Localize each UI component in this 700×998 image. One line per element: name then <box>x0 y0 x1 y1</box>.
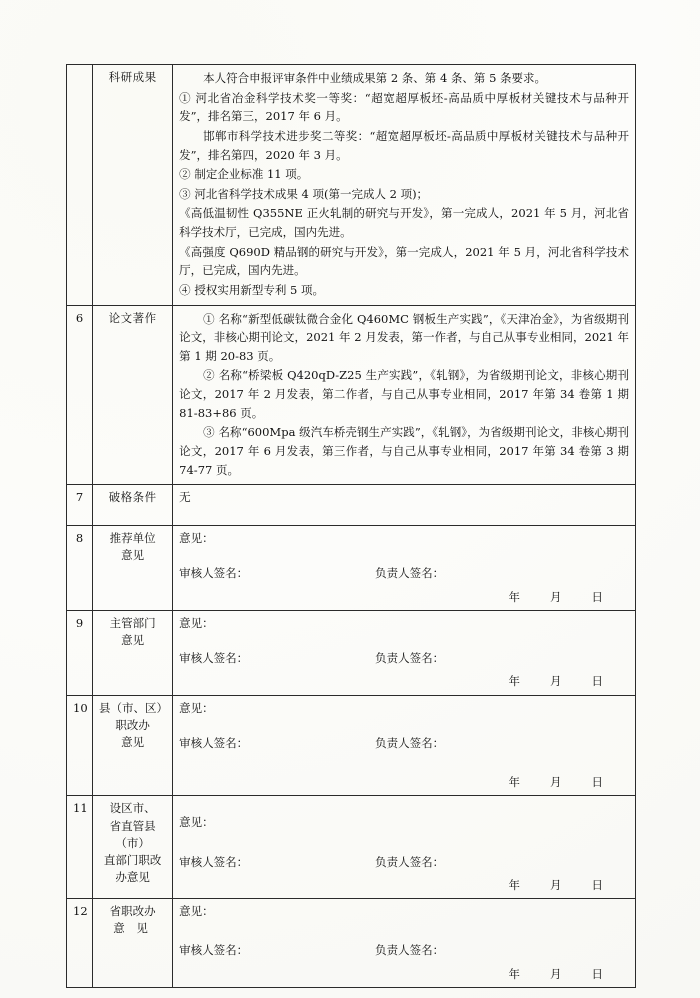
opinion-title: 意见： <box>179 531 214 546</box>
reviewer-signature-label[interactable]: 审核人签名： <box>179 943 249 958</box>
date-row <box>179 774 629 791</box>
date-year-label[interactable]: 年 <box>508 674 520 689</box>
signature-row <box>179 565 629 582</box>
reviewer-signature-label[interactable]: 审核人签名： <box>179 854 249 869</box>
responsible-signature-label[interactable]: 负责人签名： <box>375 651 445 666</box>
signature-row <box>179 650 629 667</box>
row-content-county-office-opinion <box>173 695 636 796</box>
row-number: 8 <box>67 526 93 611</box>
date-year-label[interactable]: 年 <box>508 775 520 790</box>
row-label-recommending-unit-opinion <box>93 526 173 611</box>
label-line: 意 见 <box>113 921 152 936</box>
date-day-label[interactable]: 日 <box>591 966 603 981</box>
paragraph: ① 名称“新型低碳钛微合金化 Q460MC 钢板生产实践”，《天津冶金》，为省级期刊论文，非核心期刊论文，2021 年 2 月发表，第一作者，与自己从事专业相同，2021 年第 1 期 20-83 页。 <box>179 311 629 363</box>
label-line: 省直管县 <box>109 818 156 833</box>
row-content-recommending-unit-opinion <box>173 526 636 611</box>
date-month-label[interactable]: 月 <box>550 877 562 892</box>
paragraph: ② 制定企业标准 11 项。 <box>179 167 309 182</box>
date-day-label[interactable]: 日 <box>591 674 603 689</box>
date-row <box>179 673 629 690</box>
date-month-label[interactable]: 月 <box>550 775 562 790</box>
date-day-label[interactable]: 日 <box>591 775 603 790</box>
reviewer-signature-label[interactable]: 审核人签名： <box>179 735 249 750</box>
label-line: 意见 <box>121 548 145 563</box>
table-row <box>67 526 636 611</box>
row-label-exception-conditions: 破格条件 <box>93 485 173 526</box>
date-day-label[interactable]: 日 <box>591 877 603 892</box>
table-row <box>67 695 636 796</box>
date-month-label[interactable]: 月 <box>550 966 562 981</box>
label-line: 设区市、 <box>109 801 156 816</box>
label-line: 推荐单位 <box>109 531 156 546</box>
paragraph: ④ 授权实用新型专利 5 项。 <box>179 282 324 297</box>
paragraph: 《高低温韧性 Q355NE 正火轧制的研究与开发》，第一完成人，2021 年 5 月，河北省科学技术厅，已完成，国内先进。 <box>179 206 629 239</box>
opinion-title: 意见： <box>179 700 214 715</box>
row-label-city-office-opinion <box>93 796 173 899</box>
responsible-signature-label[interactable]: 负责人签名： <box>375 854 445 869</box>
table-row <box>67 485 636 526</box>
table-row <box>67 65 636 306</box>
label-line: 意见 <box>121 633 145 648</box>
row-content-papers-works <box>173 305 636 485</box>
reviewer-signature-label[interactable]: 审核人签名： <box>179 566 249 581</box>
date-year-label[interactable]: 年 <box>508 877 520 892</box>
label-line: 县（市、区） <box>99 700 169 715</box>
label-line: 职改办 <box>115 717 150 732</box>
date-row <box>179 589 629 606</box>
row-number: 7 <box>67 485 93 526</box>
row-number: 10 <box>67 695 93 796</box>
paragraph: ③ 名称“600Mpa 级汽车桥壳钢生产实践”，《轧钢》，为省级期刊论文，非核心期刊论文，2017 年 6 月发表，第三作者，与自己从事专业相同，2017 年第 34 卷第 3 期 74-77 页。 <box>179 425 629 477</box>
date-month-label[interactable]: 月 <box>550 674 562 689</box>
label-line: （市） <box>115 835 150 850</box>
opinion-title: 意见： <box>179 815 214 830</box>
date-row <box>179 877 629 894</box>
label-line: 办意见 <box>115 870 150 885</box>
date-month-label[interactable]: 月 <box>550 589 562 604</box>
responsible-signature-label[interactable]: 负责人签名： <box>375 566 445 581</box>
row-label-province-office-opinion <box>93 899 173 988</box>
row-content-province-office-opinion <box>173 899 636 988</box>
row-number: 9 <box>67 610 93 695</box>
label-line: 主管部门 <box>109 615 156 630</box>
row-content-research-achievements <box>173 65 636 306</box>
row-number: 12 <box>67 899 93 988</box>
paragraph: ③ 河北省科学技术成果 4 项(第一完成人 2 项)； <box>179 186 429 201</box>
row-label-county-office-opinion <box>93 695 173 796</box>
table-row <box>67 610 636 695</box>
paragraph: ① 河北省冶金科学技术奖一等奖：“超宽超厚板坯-高品质中厚板材关键技术与品种开发”，排名第三，2017 年 6 月。 <box>179 90 629 124</box>
row-content-exception-conditions <box>173 485 636 526</box>
paragraph: 《高强度 Q690D 精品钢的研究与开发》，第一完成人，2021 年 5 月，河北省科学技术厅，已完成，国内先进。 <box>179 244 629 278</box>
row-label-papers-works: 论文著作 <box>93 305 173 485</box>
date-row <box>179 966 629 983</box>
row-content-supervising-department-opinion <box>173 610 636 695</box>
paragraph: ② 名称“桥梁板 Q420qD-Z25 生产实践”，《轧钢》，为省级期刊论文，非核心期刊论文，2017 年 2 月发表，第二作者，与自己从事专业相同，2017 年第 34 卷第 1 期 81-83+86 页。 <box>179 368 629 420</box>
responsible-signature-label[interactable]: 负责人签名： <box>375 735 445 750</box>
opinion-title: 意见： <box>179 904 214 919</box>
date-year-label[interactable]: 年 <box>508 589 520 604</box>
signature-row <box>179 942 629 959</box>
row-label-supervising-department-opinion <box>93 610 173 695</box>
row-content-city-office-opinion <box>173 796 636 899</box>
label-line: 直部门职改 <box>103 853 162 868</box>
paragraph: 本人符合申报评审条件中业绩成果第 2 条、第 4 条、第 5 条要求。 <box>203 71 547 85</box>
paragraph: 邯郸市科学技术进步奖二等奖：“超宽超厚板坯-高品质中厚板材关键技术与品种开发”，排名第四，2020 年 3 月。 <box>179 128 629 162</box>
label-line: 省职改办 <box>109 904 156 919</box>
date-day-label[interactable]: 日 <box>591 589 603 604</box>
row-label-research-achievements: 科研成果 <box>93 65 173 306</box>
application-form-table <box>66 64 636 988</box>
date-year-label[interactable]: 年 <box>508 966 520 981</box>
table-row <box>67 305 636 485</box>
exception-value: 无 <box>179 490 191 505</box>
row-number: 11 <box>67 796 93 899</box>
opinion-title: 意见： <box>179 615 214 630</box>
label-line: 意见 <box>121 735 145 750</box>
signature-row <box>179 854 629 871</box>
signature-row <box>179 735 629 752</box>
table-row <box>67 796 636 899</box>
row-number: 6 <box>67 305 93 485</box>
row-number <box>67 65 93 306</box>
table-row <box>67 899 636 988</box>
reviewer-signature-label[interactable]: 审核人签名： <box>179 651 249 666</box>
responsible-signature-label[interactable]: 负责人签名： <box>375 943 445 958</box>
